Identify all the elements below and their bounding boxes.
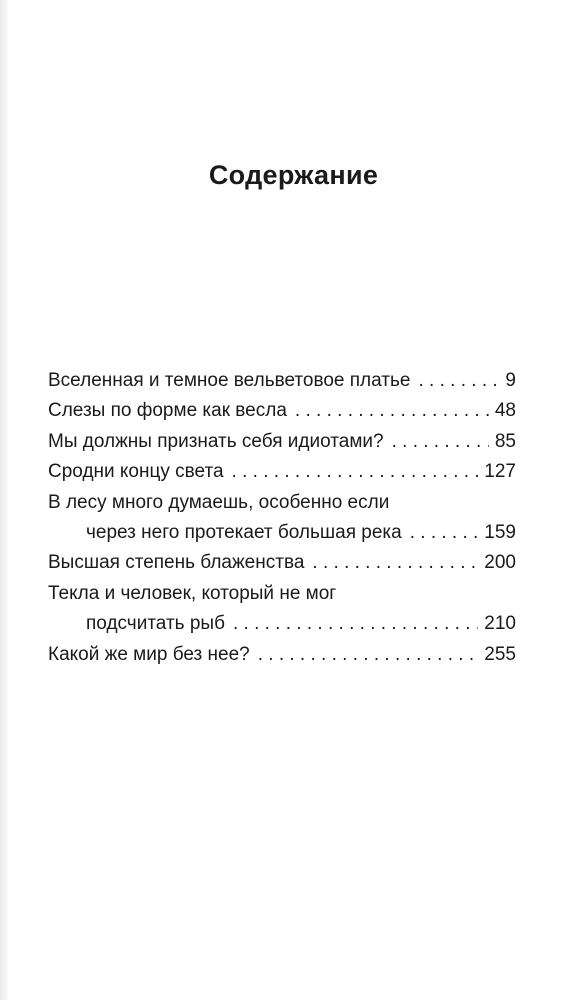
toc-page-number: 127 [484,461,516,483]
toc-page-number: 9 [505,370,516,391]
toc-entry-continuation [48,518,516,548]
toc-entry-first-line [48,488,516,518]
toc-entry [48,396,516,426]
toc-page-number: 200 [484,552,516,574]
toc-entry-title: Текла и человек, который не мог [48,582,337,604]
toc-entry-title: Высшая степень блаженства [48,552,305,574]
toc-page-number: 210 [484,613,516,635]
toc-entry [48,366,516,396]
toc-entry-title: Слезы по форме как весла [48,400,287,422]
toc-entry [48,548,516,578]
toc-entry-title: Сродни концу света [48,461,224,483]
toc-entry-title-continued: подсчитать рыб [86,613,225,635]
toc-entry [48,457,516,487]
toc-page-number: 85 [494,430,516,452]
table-of-contents [48,366,516,670]
toc-leader-dots [295,396,489,426]
toc-entry-title: Мы должны признать себя идиотами? [48,430,384,452]
toc-page-number: 255 [484,643,516,665]
toc-entry [48,640,516,670]
toc-leader-dots [418,366,499,396]
toc-entry-title-continued: через него протекает большая река [86,521,402,543]
toc-page-number: 159 [484,521,516,543]
toc-entry-continuation [48,609,516,639]
toc-leader-dots [258,640,479,670]
page-title: Содержание [208,160,379,190]
toc-entry-title: Какой же мир без нее? [48,643,250,665]
toc-entry-first-line [48,579,516,609]
toc-leader-dots [232,457,479,487]
toc-leader-dots [233,609,478,639]
toc-leader-dots [312,548,478,578]
toc-leader-dots [410,518,479,548]
page-edge-shadow [0,0,10,1000]
toc-page-number: 48 [494,400,516,422]
toc-entry-title: В лесу много думаешь, особенно если [48,491,390,513]
toc-entry [48,427,516,457]
toc-leader-dots [392,427,489,457]
toc-entry-title: Вселенная и темное вельветовое платье [48,370,411,391]
